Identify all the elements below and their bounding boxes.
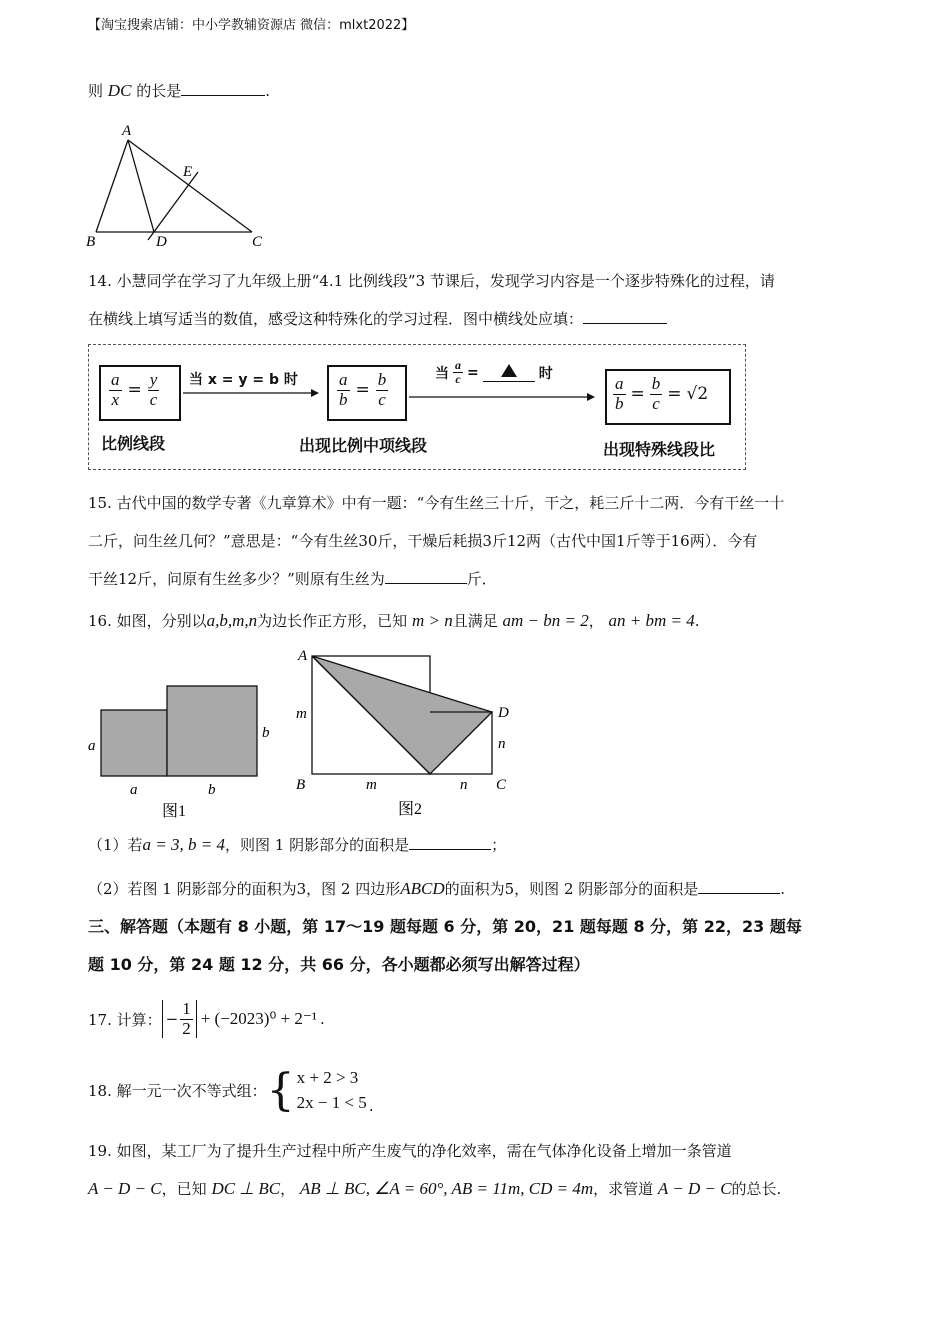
filled-triangle-icon	[501, 364, 517, 377]
label-D: D	[156, 234, 167, 250]
label-a-bottom: a	[130, 782, 138, 798]
label-b-right: b	[262, 725, 270, 741]
q13-line: 则 DC 的长是 .	[88, 81, 270, 100]
triangle-figure	[82, 118, 272, 253]
q19-line2: A − D − C，已知 DC ⊥ BC， AB ⊥ BC, ∠A = 60°, AB = 11m, CD = 4m，求管道 A − D − C的总长.	[88, 1179, 782, 1198]
label-n-right: n	[498, 736, 506, 752]
label-n-bottom: n	[460, 777, 468, 793]
ratio-box-1: $\frac{a}{x}$ = $\frac{y}{c}$	[99, 365, 181, 421]
q18-line: 18. 解一元一次不等式组： { x + 2 > 3 2x − 1 < 5 .	[88, 1064, 374, 1116]
shaded-triangle-ADE	[312, 656, 492, 774]
edge-AC	[128, 140, 252, 232]
q16-part1: （1）若a = 3, b = 4，则图 1 阴影部分的面积是 ；	[88, 835, 507, 854]
arrow1-label: 当 x = y = b 时	[189, 372, 298, 388]
arrow-right-icon	[181, 387, 321, 399]
q17-line: 17. 计算： − $\frac{1}{2}$ + (−2023)⁰ + 2⁻¹ .	[88, 999, 325, 1038]
caption-fig2: 图2	[398, 801, 423, 818]
label-special-ratio: 出现特殊线段比	[603, 440, 716, 459]
label-D: D	[498, 705, 509, 721]
q14-line2: 在横线上填写适当的数值，感受这种特殊化的学习过程．图中横线处应填：	[88, 308, 667, 329]
q15-line3: 干丝12斤，问原有生丝多少？”则原有生丝为 斤．	[88, 570, 497, 588]
label-B: B	[296, 777, 306, 793]
q16-line: 16. 如图，分别以a,b,m,n为边长作正方形，已知 m > n且满足 am − bn = 2， an + bm = 4.	[88, 611, 700, 630]
inequality-system: { x + 2 > 3 2x − 1 < 5	[266, 1064, 367, 1116]
edge-AB	[96, 140, 128, 232]
arrow-right-icon	[407, 391, 597, 403]
triangle-blank	[483, 364, 535, 382]
label-B: B	[86, 234, 96, 250]
label-m-bottom: m	[366, 777, 377, 793]
figure-1	[82, 642, 282, 824]
label-E: E	[183, 164, 193, 180]
section-heading-line1: 三、解答题（本题有 8 小题，第 17～19 题每题 6 分，第 20，21 题每题 8 分，第 22，23 题每	[88, 917, 802, 936]
square-a	[101, 710, 167, 776]
label-a-left: a	[88, 738, 96, 754]
label-b-bottom: b	[208, 782, 216, 798]
answer-blank[interactable]	[583, 323, 667, 324]
label-m-left: m	[296, 706, 307, 722]
q15-line1: 15. 古代中国的数学专著《九章算术》中有一题：“今有生丝三十斤，干之，耗三斤十二两．今有干丝一十	[88, 494, 785, 512]
page-header: 【淘宝搜索店铺：中小学教辅资源店 微信：mlxt2022】	[88, 18, 415, 33]
q19-line1: 19. 如图，某工厂为了提升生产过程中所产生废气的净化效率，需在气体净化设备上增加一条管道	[88, 1142, 732, 1160]
arrow2-label: 当 $\frac{a}{c}$ = 时	[435, 358, 553, 387]
answer-blank[interactable]	[181, 95, 265, 96]
answer-blank[interactable]	[698, 893, 780, 894]
figure-2	[292, 642, 522, 824]
ratio-box-3: $\frac{a}{b}$ = $\frac{b}{c}$ = √2	[605, 369, 731, 425]
answer-blank[interactable]	[409, 849, 491, 850]
q15-line2: 二斤，问生丝几何？”意思是：“今有生丝30斤，干燥后耗损3斤12两（古代中国1斤等于16两）．今有	[88, 532, 758, 550]
q16-part2: （2）若图 1 阴影部分的面积为3，图 2 四边形ABCD的面积为5，则图 2 阴影部分的面积是 .	[88, 879, 786, 898]
q14-diagram	[88, 344, 746, 470]
edge-DE	[148, 172, 198, 240]
ratio-box-2: $\frac{a}{b}$ = $\frac{b}{c}$	[327, 365, 407, 421]
label-C: C	[496, 777, 507, 793]
section-heading-line2: 题 10 分，第 24 题 12 分，共 66 分，各小题都必须写出解答过程）	[88, 955, 590, 974]
label-A: A	[298, 648, 308, 664]
answer-blank[interactable]	[385, 583, 467, 584]
q14-line1: 14. 小慧同学在学习了九年级上册“4.1 比例线段”3 节课后，发现学习内容是一个逐步特殊化的过程，请	[88, 272, 775, 290]
label-mean-proportional: 出现比例中项线段	[299, 436, 428, 455]
label-C: C	[252, 234, 263, 250]
square-b	[167, 686, 257, 776]
label-A: A	[122, 123, 132, 139]
edge-AD	[128, 140, 154, 232]
caption-fig1: 图1	[162, 803, 187, 820]
absolute-value: − $\frac{1}{2}$	[162, 1000, 197, 1038]
label-proportional-segments: 比例线段	[101, 434, 166, 453]
